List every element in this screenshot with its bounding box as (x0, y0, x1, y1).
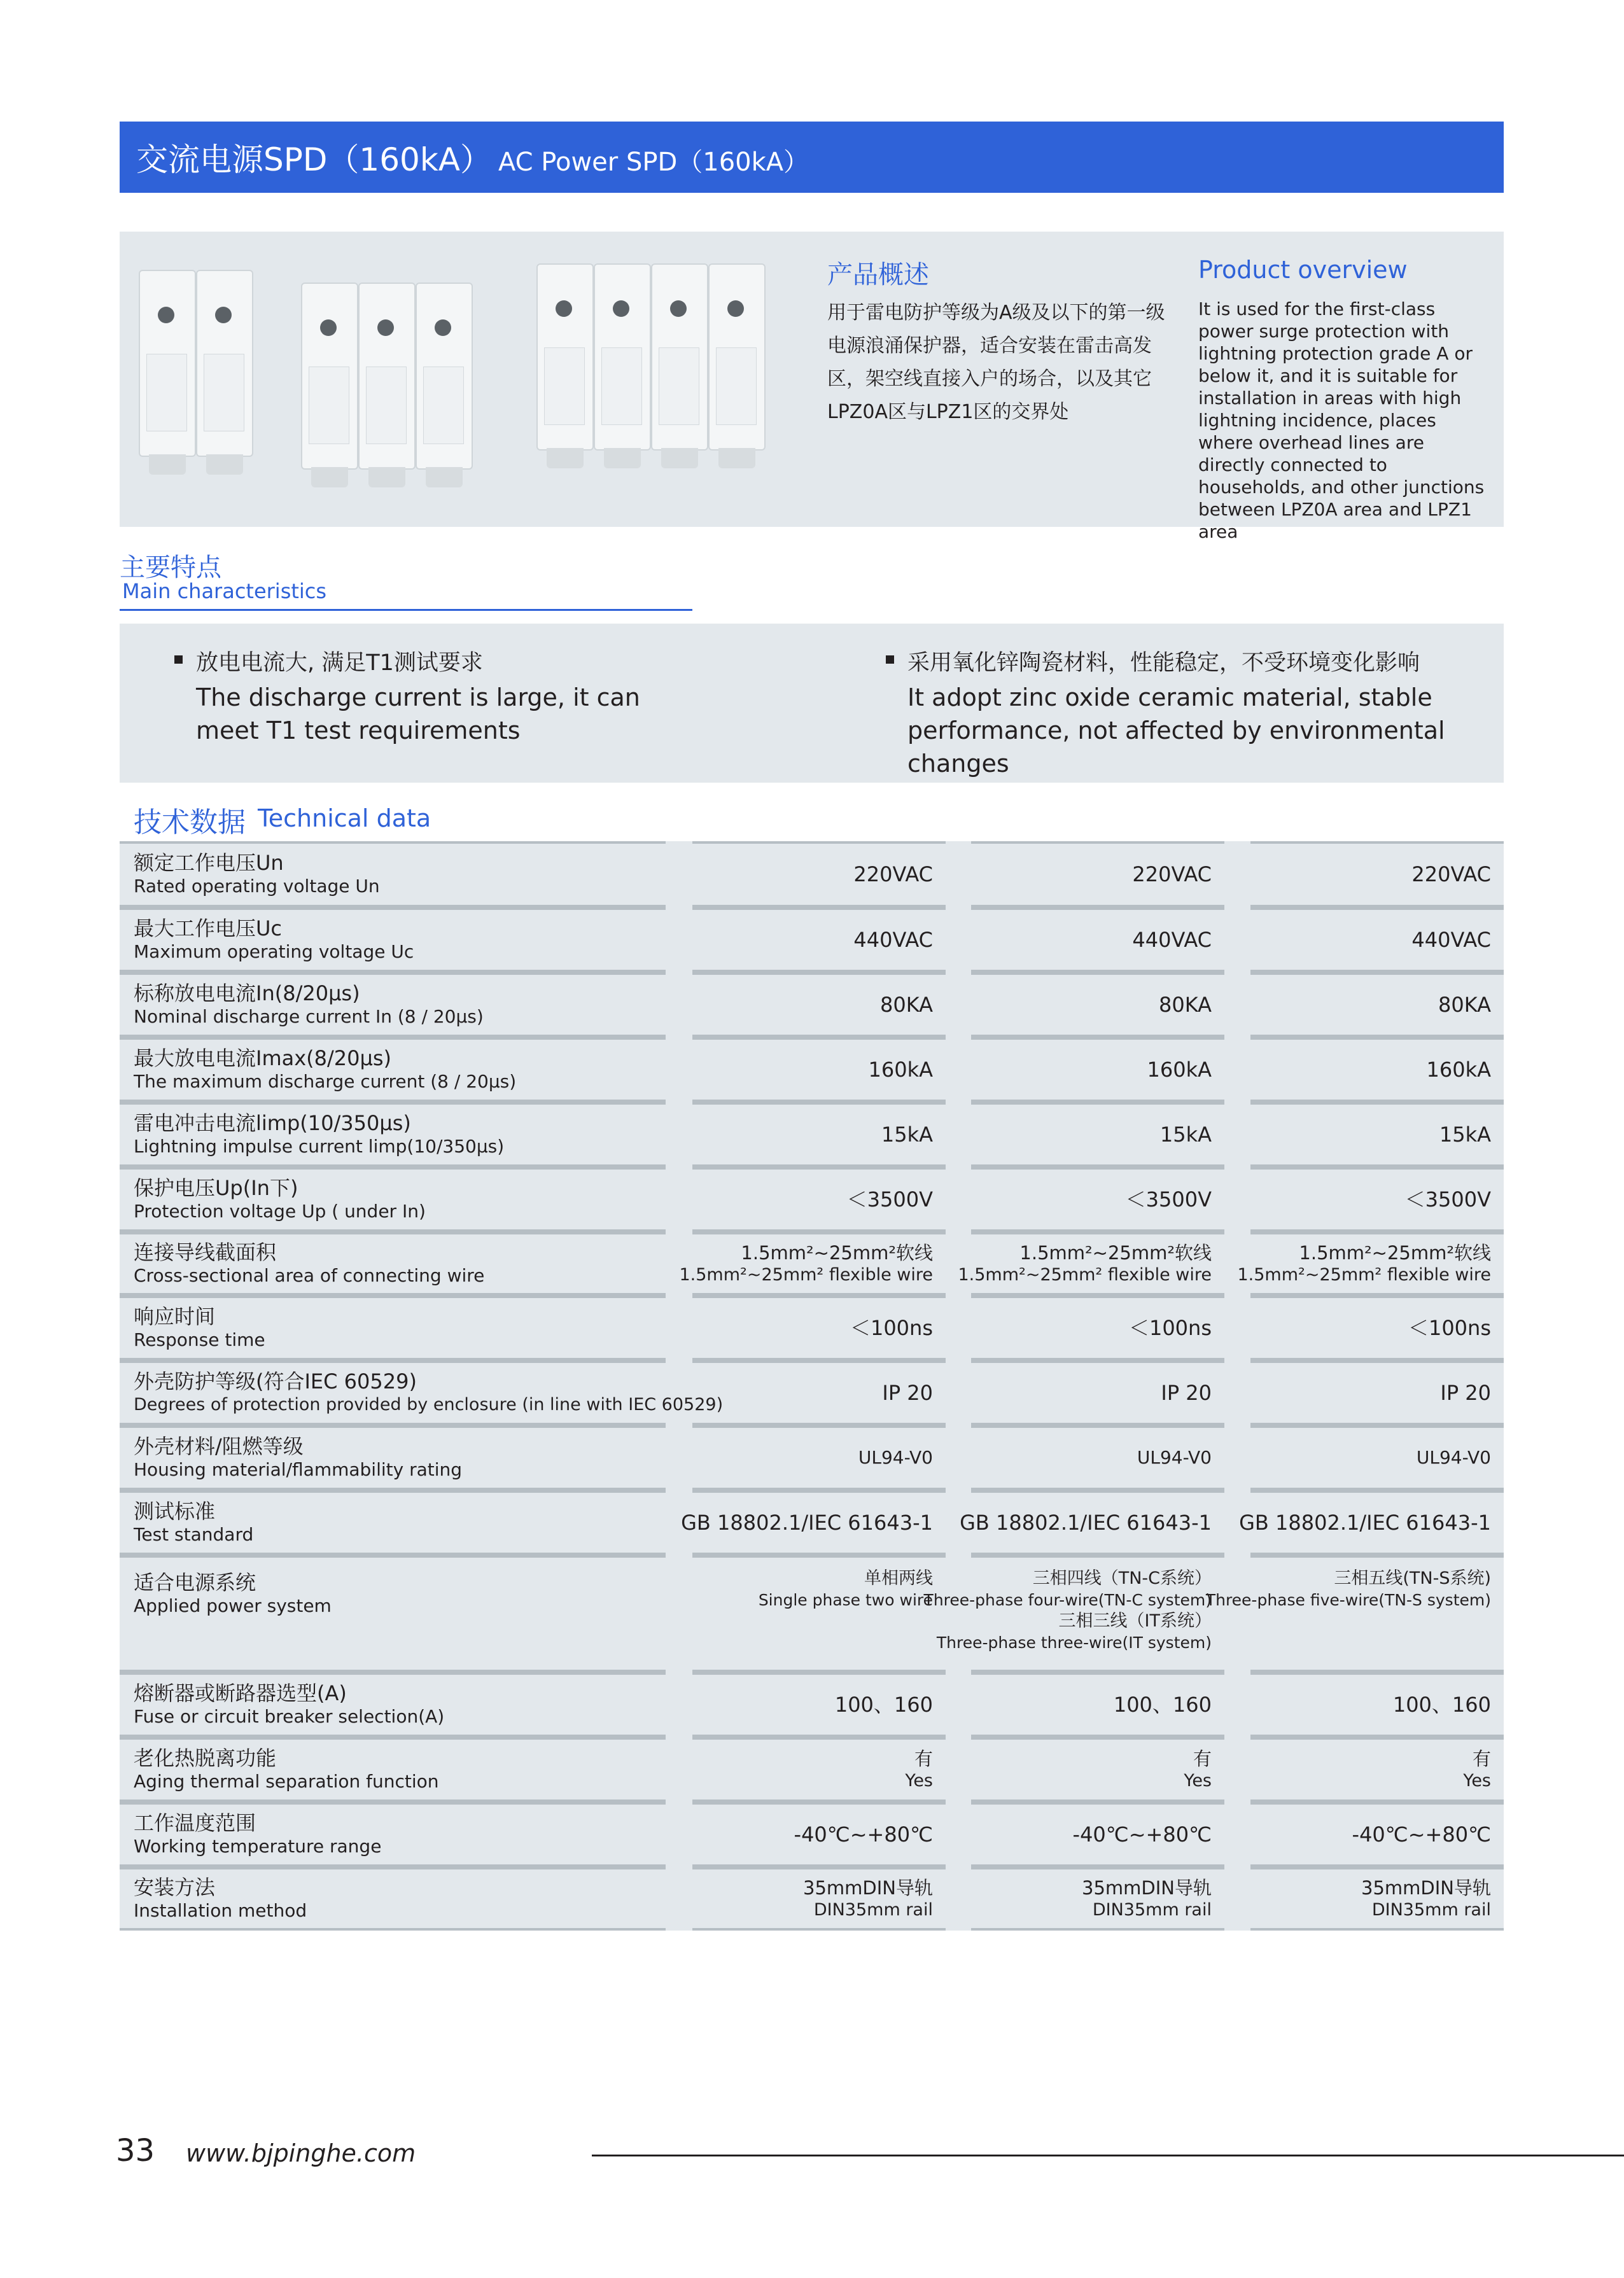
feature-cn: 采用氧化锌陶瓷材料，性能稳定，不受环境变化影响 (907, 650, 1420, 676)
technical-data-title-en: Technical data (258, 804, 431, 832)
row-label-cn: 响应时间 (134, 1304, 216, 1329)
feature-en: The discharge current is large, it can meet T1 test requirements (196, 683, 640, 744)
row-value: ＜100ns (1408, 1316, 1491, 1340)
row-label-en: Applied power system (134, 1595, 332, 1616)
spd-module (301, 283, 358, 470)
spd-module (536, 263, 594, 451)
row-label-en: Rated operating voltage Un (134, 876, 380, 897)
row-value: 160kA (1147, 1058, 1212, 1082)
row-label-en: Aging thermal separation function (134, 1771, 439, 1792)
power-system-cn: 三相五线(TN-S系统) (1334, 1569, 1491, 1588)
spd-module (708, 263, 766, 451)
characteristics-title-cn: 主要特点 (120, 553, 221, 582)
row-label-cn: 熔断器或断路器选型(A) (134, 1681, 347, 1705)
row-value-en: 1.5mm²~25mm² flexible wire (679, 1265, 933, 1285)
row-value: GB 18802.1/IEC 61643-1 (681, 1511, 933, 1535)
row-value-en: Yes (905, 1771, 933, 1791)
bullet-icon (886, 655, 894, 664)
table-row (120, 1037, 1504, 1102)
power-system-cn: 三相四线（TN-C系统） (1032, 1569, 1212, 1588)
row-value: ＜3500V (1404, 1187, 1491, 1212)
row-value: 1.5mm²~25mm²软线 (1019, 1242, 1212, 1264)
row-value: 35mmDIN导轨 (803, 1877, 933, 1899)
row-value-en: Yes (1463, 1771, 1491, 1791)
row-value: 80KA (1438, 993, 1491, 1017)
title-en: AC Power SPD（160kA） (498, 148, 809, 177)
row-value-en: DIN35mm rail (813, 1900, 933, 1920)
technical-data-title-cn: 技术数据 (134, 806, 246, 839)
row-value: -40℃~+80℃ (1352, 1822, 1491, 1847)
table-row (120, 1672, 1504, 1737)
header-banner (120, 122, 1504, 193)
row-value-en: 1.5mm²~25mm² flexible wire (958, 1265, 1212, 1285)
row-label-cn: 额定工作电压Un (134, 851, 284, 875)
row-value: 100、160 (1113, 1693, 1212, 1717)
row-label-en: Response time (134, 1329, 265, 1350)
row-label-cn: 适合电源系统 (134, 1570, 256, 1595)
row-value: GB 18802.1/IEC 61643-1 (960, 1511, 1212, 1535)
bullet-icon (174, 655, 183, 664)
row-value: 160kA (1426, 1058, 1491, 1082)
website-link[interactable]: www.bjpinghe.com (186, 2139, 416, 2167)
row-value-en: DIN35mm rail (1371, 1900, 1491, 1920)
table-row (120, 1867, 1504, 1931)
table-row (120, 1167, 1504, 1232)
overview-body-cn: 用于雷电防护等级为A级及以下的第一级电源浪涌保护器，适合安装在雷击高发区，架空线直接入户的场合，以及其它LPZ0A区与LPZ1区的交界处 (827, 302, 1165, 423)
row-value: 80KA (1158, 993, 1212, 1017)
table-row (120, 907, 1504, 972)
row-value: UL94-V0 (1416, 1447, 1491, 1468)
row-value: -40℃~+80℃ (794, 1822, 933, 1847)
table-row (120, 1555, 1504, 1672)
row-label-cn: 安装方法 (134, 1875, 216, 1899)
row-value: ＜3500V (1125, 1187, 1212, 1212)
row-value: 160kA (868, 1058, 933, 1082)
row-label-en: Installation method (134, 1900, 307, 1921)
row-value: ＜100ns (850, 1316, 933, 1340)
row-label-cn: 保护电压Up(In下) (134, 1176, 298, 1200)
table-row (120, 1802, 1504, 1867)
power-system-en: Single phase two wire (758, 1591, 933, 1609)
row-label-en: Nominal discharge current In (8 / 20μs) (134, 1006, 484, 1027)
row-value: 有 (1193, 1748, 1212, 1770)
row-value: 15kA (1439, 1122, 1491, 1147)
product-overview-panel (120, 232, 1504, 542)
feature-en: It adopt zinc oxide ceramic material, stable performance, not affected by environmental changes (907, 683, 1445, 778)
row-value: ＜3500V (846, 1187, 933, 1212)
row-value: 80KA (879, 993, 933, 1017)
page-title (136, 134, 809, 180)
row-label-cn: 测试标准 (134, 1499, 216, 1523)
row-value-en: DIN35mm rail (1092, 1900, 1212, 1920)
characteristics-underline (120, 609, 692, 611)
power-system-cn: 三相三线（IT系统） (1058, 1611, 1212, 1631)
table-row (120, 1360, 1504, 1425)
row-value: 35mmDIN导轨 (1082, 1877, 1212, 1899)
power-system-en: Three-phase four-wire(TN-C system) (923, 1591, 1212, 1609)
row-label-cn: 标称放电电流In(8/20μs) (134, 981, 360, 1005)
row-value: UL94-V0 (858, 1447, 933, 1468)
row-label-en: Cross-sectional area of connecting wire (134, 1265, 485, 1286)
row-value: 100、160 (834, 1693, 933, 1717)
title-cn: 交流电源SPD（160kA） (136, 141, 492, 178)
row-label-en: Fuse or circuit breaker selection(A) (134, 1706, 445, 1727)
row-label-cn: 外壳防护等级(符合IEC 60529) (134, 1369, 417, 1394)
overview-title-en: Product overview (1198, 256, 1408, 284)
row-label-cn: 最大工作电压Uc (134, 916, 283, 940)
row-value: 有 (914, 1748, 933, 1770)
product-image (139, 270, 877, 486)
row-label-cn: 连接导线截面积 (134, 1240, 277, 1264)
technical-data-table (120, 841, 1504, 1931)
overview-body-en: It is used for the first-class power surge protection with lightning protection grade A or below it, and it is suitable for installation in areas with high lightning incidence, places where overhead lines are directly connected to households, and other junctions between LPZ0A area and LPZ1 area (1198, 298, 1485, 542)
table-row (120, 1232, 1504, 1296)
row-value: -40℃~+80℃ (1072, 1822, 1212, 1847)
row-value: 440VAC (853, 928, 933, 952)
row-value: 220VAC (1411, 862, 1491, 886)
power-system-en: Three-phase three-wire(IT system) (936, 1633, 1212, 1652)
row-label-cn: 工作温度范围 (134, 1811, 256, 1835)
power-system-cn: 单相两线 (864, 1569, 933, 1588)
row-label-en: Degrees of protection provided by enclosure (in line with IEC 60529) (134, 1395, 724, 1415)
row-label-en: The maximum discharge current (8 / 20μs) (134, 1071, 517, 1092)
footer-rule (592, 2155, 1624, 2156)
row-value: ＜100ns (1128, 1316, 1212, 1340)
row-label-en: Protection voltage Up ( under In) (134, 1201, 426, 1222)
spd-module (651, 263, 708, 451)
table-row (120, 972, 1504, 1037)
row-value: 15kA (1159, 1122, 1212, 1147)
table-row (120, 1102, 1504, 1167)
row-value: IP 20 (1161, 1381, 1212, 1405)
table-row (120, 1296, 1504, 1360)
row-value: IP 20 (1440, 1381, 1491, 1405)
page-number: 33 (116, 2133, 155, 2169)
row-label-en: Maximum operating voltage Uc (134, 941, 414, 962)
spd-module (196, 270, 253, 457)
row-value: 1.5mm²~25mm²软线 (741, 1242, 933, 1264)
row-value: 100、160 (1392, 1693, 1491, 1717)
row-value-en: Yes (1184, 1771, 1212, 1791)
row-value: 220VAC (853, 862, 933, 886)
table-row (120, 1490, 1504, 1555)
row-label-en: Test standard (134, 1524, 254, 1545)
table-row (120, 841, 1504, 907)
row-label-cn: 老化热脱离功能 (134, 1746, 277, 1770)
spd-module (139, 270, 196, 457)
row-value: 35mmDIN导轨 (1361, 1877, 1491, 1899)
row-label-en: Housing material/flammability rating (134, 1459, 463, 1480)
features-panel (120, 624, 1504, 783)
row-label-cn: 最大放电电流Imax(8/20μs) (134, 1046, 392, 1070)
row-value: UL94-V0 (1137, 1447, 1212, 1468)
spd-module (416, 283, 473, 470)
row-value: 440VAC (1132, 928, 1212, 952)
table-row (120, 1737, 1504, 1802)
row-value: IP 20 (882, 1381, 933, 1405)
row-label-cn: 外壳材料/阻燃等级 (134, 1434, 304, 1458)
row-value: 440VAC (1411, 928, 1491, 952)
row-value-en: 1.5mm²~25mm² flexible wire (1237, 1265, 1491, 1285)
power-system-en: Three-phase five-wire(TN-S system) (1205, 1591, 1491, 1609)
table-row (120, 1425, 1504, 1490)
row-value: 有 (1472, 1748, 1491, 1770)
characteristics-title-en: Main characteristics (122, 579, 327, 603)
row-label-en: Working temperature range (134, 1836, 382, 1857)
feature-cn: 放电电流大, 满足T1测试要求 (196, 650, 483, 676)
overview-title-cn: 产品概述 (827, 260, 929, 290)
spd-module (594, 263, 651, 451)
row-value: GB 18802.1/IEC 61643-1 (1239, 1511, 1491, 1535)
row-value: 15kA (881, 1122, 933, 1147)
row-value: 220VAC (1132, 862, 1212, 886)
row-label-en: Lightning impulse current limp(10/350μs) (134, 1136, 505, 1157)
row-label-cn: 雷电冲击电流limp(10/350μs) (134, 1111, 411, 1135)
spd-module (358, 283, 416, 470)
row-value: 1.5mm²~25mm²软线 (1299, 1242, 1491, 1264)
